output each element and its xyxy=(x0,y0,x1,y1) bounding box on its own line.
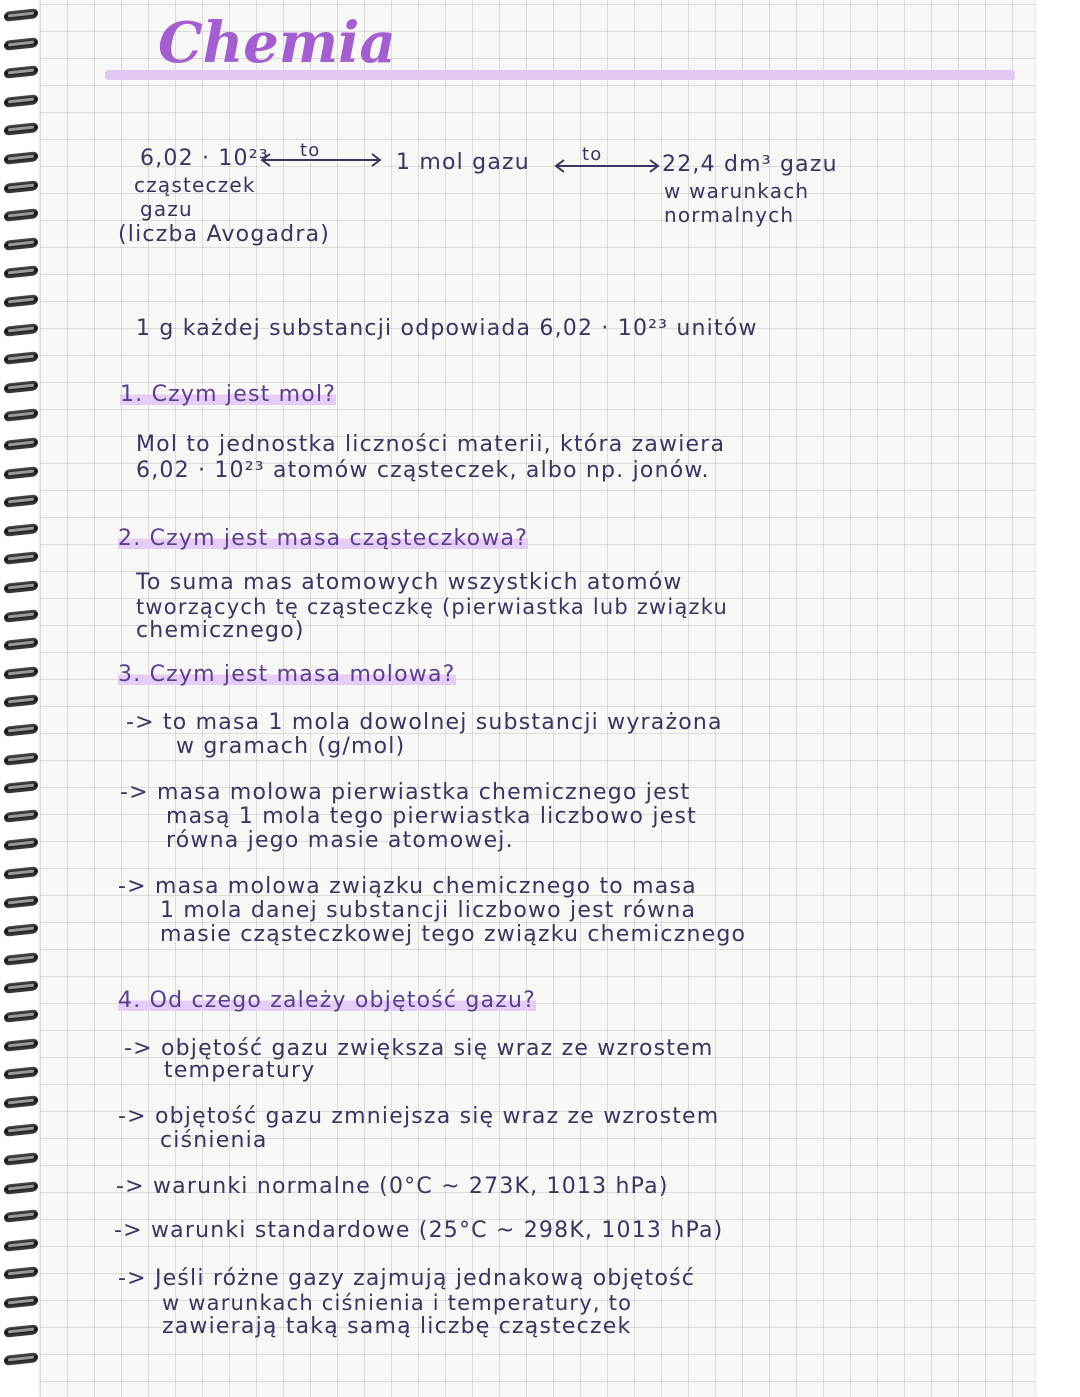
spiral-ring xyxy=(4,409,38,423)
spiral-ring xyxy=(4,609,38,623)
spiral-ring xyxy=(4,294,38,308)
spiral-ring xyxy=(4,1238,38,1252)
spiral-ring xyxy=(4,895,38,909)
q3-bullet1-line2: w gramach (g/mol) xyxy=(176,734,406,759)
q2-answer-line1: To suma mas atomowych wszystkich atomów xyxy=(136,570,683,595)
q4-bullet5-line1: -> Jeśli różne gazy zajmują jednakową objętość xyxy=(118,1266,696,1291)
spiral-ring xyxy=(4,1324,38,1338)
q3-bullet2-line3: równa jego masie atomowej. xyxy=(166,828,514,853)
q2-answer-line3: chemicznego) xyxy=(136,618,305,643)
avogadro-line4: (liczba Avogadra) xyxy=(118,222,331,247)
spiral-ring xyxy=(4,237,38,251)
q3-bullet3-line2: 1 mola danej substancji liczbowo jest równa xyxy=(160,898,697,923)
double-arrow-icon-1 xyxy=(258,150,384,170)
double-arrow-icon-2 xyxy=(552,156,662,176)
mol-text: 1 mol gazu xyxy=(396,150,530,175)
q1-answer-line2: 6,02 · 10²³ atomów cząsteczek, albo np. jonów. xyxy=(136,458,710,483)
spiral-ring xyxy=(4,1066,38,1080)
spiral-ring xyxy=(4,552,38,566)
spiral-ring xyxy=(4,351,38,365)
spiral-ring xyxy=(4,65,38,79)
spiral-ring xyxy=(4,923,38,937)
spiral-binding xyxy=(0,10,44,1390)
spiral-ring xyxy=(4,380,38,394)
spiral-ring xyxy=(4,208,38,222)
q3-bullet3-line3: masie cząsteczkowej tego związku chemicznego xyxy=(160,922,747,947)
to-label-1: to xyxy=(300,140,321,161)
to-label-2: to xyxy=(582,144,603,165)
q3-bullet2-line1: -> masa molowa pierwiastka chemicznego jest xyxy=(120,780,691,805)
spiral-ring xyxy=(4,866,38,880)
spiral-ring xyxy=(4,1124,38,1138)
spiral-ring xyxy=(4,1267,38,1281)
spiral-ring xyxy=(4,1295,38,1309)
spiral-ring xyxy=(4,780,38,794)
spiral-ring xyxy=(4,723,38,737)
q3-bullet2-line2: masą 1 mola tego pierwiastka liczbowo jest xyxy=(166,804,697,829)
spiral-ring xyxy=(4,952,38,966)
q4-bullet2-line2: ciśnienia xyxy=(160,1128,268,1153)
volume-line3: normalnych xyxy=(664,203,795,227)
spiral-ring xyxy=(4,437,38,451)
spiral-ring xyxy=(4,637,38,651)
question-1-text: 1. Czym jest mol? xyxy=(120,382,337,407)
avogadro-line2: cząsteczek xyxy=(134,173,256,197)
spiral-ring xyxy=(4,1209,38,1223)
q4-bullet5-line2: w warunkach ciśnienia i temperatury, to xyxy=(162,1291,633,1315)
q2-answer-line2: tworzących tę cząsteczkę (pierwiastka lub związku xyxy=(136,595,728,619)
question-4-text: 4. Od czego zależy objętość gazu? xyxy=(118,988,537,1013)
q4-bullet1-line2: temperatury xyxy=(164,1058,316,1083)
spiral-ring xyxy=(4,323,38,337)
spiral-ring xyxy=(4,1095,38,1109)
q3-bullet3-line1: -> masa molowa związku chemicznego to masa xyxy=(118,874,697,899)
spiral-ring xyxy=(4,466,38,480)
question-2 xyxy=(118,526,528,552)
spiral-ring xyxy=(4,151,38,165)
spiral-ring xyxy=(4,809,38,823)
question-4 xyxy=(118,988,536,1014)
q4-bullet2-line1: -> objętość gazu zmniejsza się wraz ze wzrostem xyxy=(118,1104,720,1129)
statement: 1 g każdej substancji odpowiada 6,02 · 10²³ unitów xyxy=(136,316,758,341)
spiral-ring xyxy=(4,266,38,280)
q4-bullet5-line3: zawierają taką samą liczbę cząsteczek xyxy=(162,1314,632,1339)
spiral-ring xyxy=(4,94,38,108)
question-1 xyxy=(120,382,336,408)
spiral-ring xyxy=(4,1352,38,1366)
question-3 xyxy=(118,662,456,688)
spiral-ring xyxy=(4,981,38,995)
spiral-ring xyxy=(4,580,38,594)
question-3-text: 3. Czym jest masa molowa? xyxy=(118,662,456,687)
q4-bullet3-line1: -> warunki normalne (0°C ~ 273K, 1013 hPa) xyxy=(116,1174,669,1199)
volume-text: 22,4 dm³ gazu xyxy=(662,152,838,177)
spiral-ring xyxy=(4,523,38,537)
q4-bullet1-line1: -> objętość gazu zwiększa się wraz ze wzrostem xyxy=(124,1036,714,1061)
spiral-ring xyxy=(4,752,38,766)
q1-answer-line1: Mol to jednostka liczności materii, która zawiera xyxy=(136,432,726,457)
q3-bullet1-line1: -> to masa 1 mola dowolnej substancji wyrażona xyxy=(126,710,723,735)
spiral-ring xyxy=(4,1152,38,1166)
spiral-ring xyxy=(4,1038,38,1052)
q4-bullet4-line1: -> warunki standardowe (25°C ~ 298K, 1013 hPa) xyxy=(114,1218,724,1243)
spiral-ring xyxy=(4,180,38,194)
spiral-ring xyxy=(4,8,38,22)
spiral-ring xyxy=(4,494,38,508)
spiral-ring xyxy=(4,838,38,852)
spiral-ring xyxy=(4,123,38,137)
page-title: Chemia xyxy=(158,10,396,76)
spiral-ring xyxy=(4,695,38,709)
spiral-ring xyxy=(4,1009,38,1023)
spiral-ring xyxy=(4,666,38,680)
avogadro-line3: gazu xyxy=(140,197,193,221)
avogadro-value: 6,02 · 10²³ xyxy=(140,146,269,171)
spiral-ring xyxy=(4,1181,38,1195)
spiral-ring xyxy=(4,37,38,51)
volume-line2: w warunkach xyxy=(664,179,810,203)
question-2-text: 2. Czym jest masa cząsteczkowa? xyxy=(118,526,529,551)
